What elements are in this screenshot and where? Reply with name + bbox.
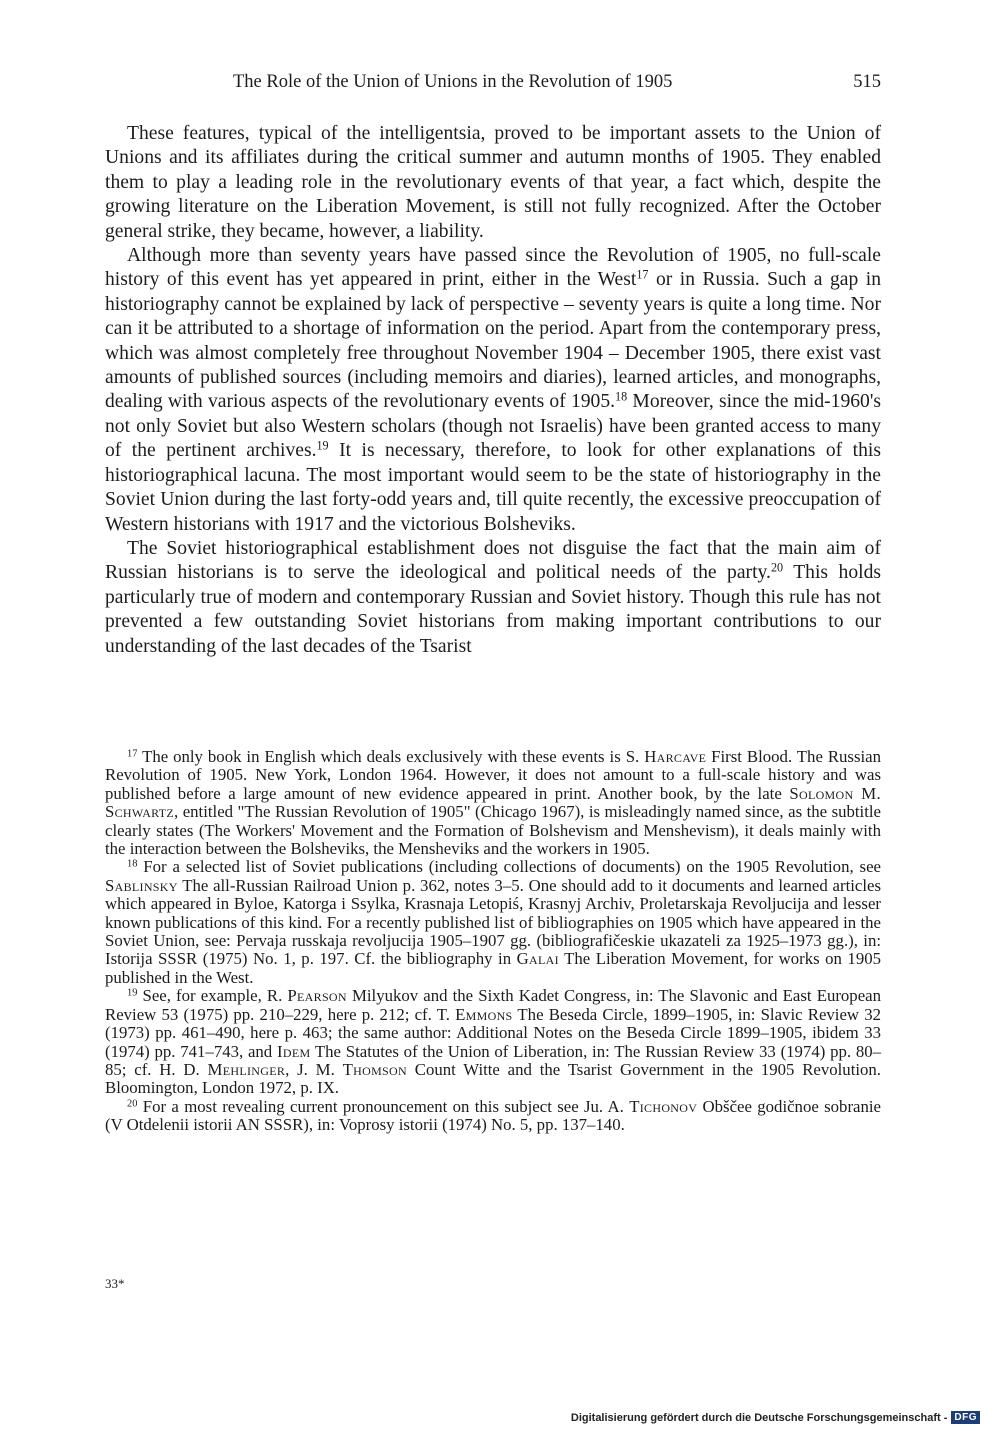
footnote-text: The only book in English which deals exclusively with these events is S. — [137, 747, 645, 766]
footnote-text: First Blood. The Russian Revolution of 1905. New York, London 1964. However, it does not amount to a full-scale history and was published before a large amount of new evidence appeared in print. Another book, by the late — [105, 747, 881, 803]
author-name: Idem — [276, 1041, 311, 1061]
footnote-19 — [105, 987, 881, 1097]
credit-text: Digitalisierung gefördert durch die Deutsche Forschungsgemeinschaft - — [570, 1411, 948, 1424]
footnote-text: Milyukov and the Sixth Kadet Congress, in: The Slavonic and East European Review 53 (1975) pp. 210–229, here p. 212; cf. T. — [105, 986, 881, 1024]
running-title: The Role of the Union of Unions in the Revolution of 1905 — [233, 72, 673, 92]
author-name: Thomson — [342, 1059, 407, 1079]
paragraph-2-text-c: Moreover, since the mid-1960's not only Soviet but also Western scholars (though not Israelis) have been granted access to many of the pertinent archives. — [105, 391, 881, 462]
author-name: Galai — [516, 949, 559, 969]
footnote-text: The all-Russian Railroad Union p. 362, notes 3–5. One should add to it documents and learned articles which appeared in Byloe, Katorga i Ssylka, Krasnaja Letopiś, Krasnyj Archiv, Proletarskaja Revoljucija and lesser known publications of this kind. For a recently published list of bibliographies on 1905 which have appeared in the Soviet Union, see: Pervaja russkaja revoljucija 1905–1907 gg. (bibliografičeskie ukazateli za 1925–1973 gg.), in: Istorija SSSR (1975) No. 1, p. 197. Cf. the bibliography in — [105, 875, 881, 969]
paragraph-1: These features, typical of the intelligentsia, proved to be important assets to the Union of Unions and its affiliates during the critical summer and autumn months of 1905. They enabled them to play a leading role in the revolutionary events of that year, a fact which, despite the growing literature on the Liberation Movement, is still not fully recognized. After the October general strike, they became, however, a liability. — [105, 123, 881, 242]
paragraph-2 — [105, 244, 881, 537]
footnote-number: 17 — [127, 748, 138, 760]
footnote-text: , entitled "The Russian Revolution of 1905" (Chicago 1967), is misleadingly named since, as the subtitle clearly states (The Workers' Movement and the Formation of Bolshevism and Menshevism), it deals mainly with the interaction between the Bolsheviks, the Mensheviks and the workers in 1905. — [105, 802, 881, 859]
footnote-text: , J. M. — [285, 1059, 343, 1079]
footnote-number: 20 — [127, 1098, 138, 1109]
footnote-text: See, for example, R. — [137, 986, 288, 1006]
author-name: Harcave — [644, 747, 707, 766]
author-name: Sablinsky — [105, 875, 178, 895]
footnote-text: The Statutes of the Union of Liberation, in: The Russian Review 33 (1974) pp. 80–85; cf. H. D. — [105, 1041, 882, 1079]
footnote-text: Count Witte and the Tsarist Government in the 1905 Revolution. Bloomington, London 1972, p. IX. — [105, 1059, 882, 1098]
footnote-text: The Beseda Circle, 1899–1905, in: Slavic Review 32 (1973) pp. 461–490, here p. 463; the same author: Additional Notes on the Beseda Circle 1899–1905, ibidem 33 (1974) pp. 741–743, and — [105, 1004, 881, 1061]
footnote-number: 18 — [127, 858, 138, 870]
footnote-17 — [105, 748, 881, 858]
footnote-text: For a most revealing current pronouncement on this subject see Ju. A. — [137, 1096, 630, 1116]
footnote-number: 19 — [127, 987, 138, 999]
author-name: Tichonov — [629, 1096, 698, 1116]
footnote-18 — [105, 858, 881, 987]
footnote-text: For a selected list of Soviet publications (including collections of documents) on the 1905 Revolution, see — [137, 857, 881, 877]
page-number: 515 — [853, 72, 881, 92]
footnote-text: The Liberation Movement, for works on 1905 published in the West. — [105, 949, 881, 987]
paragraph-3 — [105, 537, 881, 659]
author-name: Emmons — [455, 1004, 513, 1024]
author-name: Solomon M. Schwartz — [105, 783, 882, 822]
paragraph-2-text-b: or in Russia. Such a gap in historiography cannot be explained by lack of perspective – seventy years is quite a long time. Nor can it be attributed to a shortage of information on the period. Apart from the contemporary press, which was almost completely free throughout November 1904 – December 1905, there exist vast amounts of published sources (including memoirs and diaries), learned articles, and monographs, dealing with various aspects of the revolutionary events of 1905. — [105, 269, 881, 413]
footnote-ref-20: 20 — [770, 560, 784, 575]
author-name: Mehlinger — [207, 1059, 286, 1079]
paragraph-3-text-b: This holds particularly true of modern and contemporary Russian and Soviet history. Though this rule has not prevented a few outstanding Soviet historians from making important contributions to our understanding of the last decades of the Tsarist — [105, 562, 881, 657]
footnote-ref-19: 19 — [316, 438, 329, 453]
footnote-ref-18: 18 — [615, 389, 628, 404]
paragraph-2-text-d: It is necessary, therefore, to look for other explanations of this historiographical lacuna. The most important would seem to be the state of historiography in the Soviet Union during the last forty-odd years and, till quite recently, the excessive preoccupation of Western historians with 1917 and the victorious Bolsheviks. — [105, 440, 881, 535]
paragraph-2-text-a: Although more than seventy years have passed since the Revolution of 1905, no full-scale history of this event has yet appeared in print, either in the West — [105, 245, 881, 291]
dfg-logo: DFG — [951, 1411, 980, 1424]
digitization-credit — [571, 1411, 980, 1424]
footnote-text: Obščee godičnoe sobranie (V Otdelenii istorii AN SSSR), in: Voprosy istorii (1974) No. 5, pp. 137–140. — [105, 1096, 881, 1135]
footnote-ref-17: 17 — [636, 267, 649, 282]
author-name: Pearson — [287, 986, 347, 1006]
footnotes — [105, 748, 881, 1135]
paragraph-3-text-a: The Soviet historiographical establishment does not disguise the fact that the main aim of Russian historians is to serve the ideological and political needs of the party. — [105, 537, 881, 584]
footnote-20 — [105, 1098, 881, 1135]
signature-mark: 33* — [105, 1276, 125, 1291]
main-text — [105, 122, 881, 659]
